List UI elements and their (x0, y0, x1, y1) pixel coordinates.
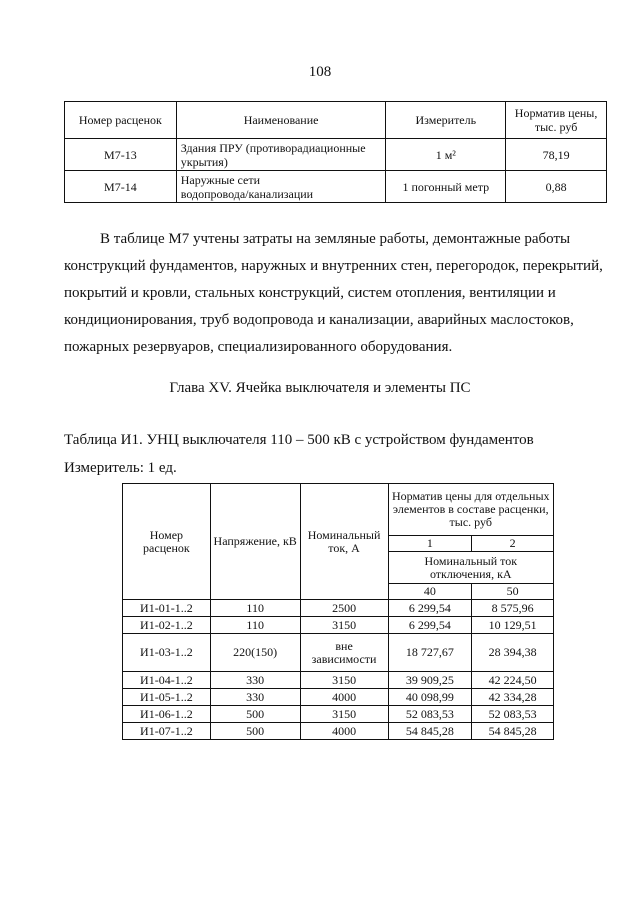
header-col-1: 1 (388, 536, 472, 552)
row-price-40: 54 845,28 (388, 723, 472, 740)
table-row (65, 139, 607, 171)
row-voltage: 330 (210, 672, 300, 689)
row-price: 0,88 (506, 171, 607, 203)
row-name: Наружные сети водопровода/канализации (176, 171, 386, 203)
row-current: вне зависимости (300, 634, 388, 672)
paragraph-line: В таблице М7 учтены затраты на земляные работы, демонтажные работы (100, 231, 571, 247)
row-code: И1-05-1..2 (123, 689, 211, 706)
row-price-50: 42 334,28 (472, 689, 554, 706)
row-name: Здания ПРУ (противорадиационные укрытия) (176, 139, 386, 171)
header-code: Номер расценок (123, 484, 211, 600)
row-code: И1-07-1..2 (123, 723, 211, 740)
row-price-40: 39 909,25 (388, 672, 472, 689)
row-code: И1-01-1..2 (123, 600, 211, 617)
row-current: 2500 (300, 600, 388, 617)
header-ka-50: 50 (472, 584, 554, 600)
row-unit: 1 погонный метр (386, 171, 506, 203)
row-price-40: 40 098,99 (388, 689, 472, 706)
header-voltage: Напряжение, кВ (210, 484, 300, 600)
row-code: И1-06-1..2 (123, 706, 211, 723)
header-unit: Измеритель (386, 102, 506, 139)
row-code: И1-04-1..2 (123, 672, 211, 689)
table-i1 (122, 483, 554, 740)
paragraph-line: пожарных резервуаров, специализированного оборудования. (64, 339, 453, 355)
header-price: Норматив цены, тыс. руб (506, 102, 607, 139)
measure-caption: Измеритель: 1 ед. (64, 460, 177, 476)
row-code: М7-13 (65, 139, 177, 171)
table-row (123, 689, 554, 706)
row-price-40: 18 727,67 (388, 634, 472, 672)
paragraph-line: кондиционирования, труб водопровода и канализации, аварийных маслостоков, (64, 312, 574, 328)
header-code: Номер расценок (65, 102, 177, 139)
row-code: И1-03-1..2 (123, 634, 211, 672)
row-current: 3150 (300, 617, 388, 634)
table-row (123, 723, 554, 740)
table-i1-caption: Таблица И1. УНЦ выключателя 110 – 500 кВ с устройством фундаментов (64, 432, 534, 448)
row-voltage: 110 (210, 617, 300, 634)
table-header-row (123, 484, 554, 536)
row-current: 3150 (300, 706, 388, 723)
row-current: 3150 (300, 672, 388, 689)
row-code: М7-14 (65, 171, 177, 203)
table-row (65, 171, 607, 203)
paragraph-m7-notes (64, 226, 609, 361)
header-col-2: 2 (472, 536, 554, 552)
row-price-50: 8 575,96 (472, 600, 554, 617)
table-row (123, 672, 554, 689)
row-voltage: 500 (210, 706, 300, 723)
table-m7 (64, 101, 607, 203)
chapter-heading: Глава XV. Ячейка выключателя и элементы ПС (169, 380, 471, 396)
row-price-40: 52 083,53 (388, 706, 472, 723)
row-voltage: 330 (210, 689, 300, 706)
table-header-row (65, 102, 607, 139)
header-norm: Норматив цены для отдельных элементов в составе расценки, тыс. руб (388, 484, 553, 536)
row-unit: 1 м² (386, 139, 506, 171)
row-price-50: 52 083,53 (472, 706, 554, 723)
row-price-50: 54 845,28 (472, 723, 554, 740)
row-current: 4000 (300, 689, 388, 706)
header-name: Наименование (176, 102, 386, 139)
paragraph-line: покрытий и кровли, стальных конструкций, систем отопления, вентиляции и (64, 285, 556, 301)
row-price: 78,19 (506, 139, 607, 171)
paragraph-line: конструкций фундаментов, наружных и внутренних стен, перегородок, перекрытий, (64, 258, 603, 274)
row-price-40: 6 299,54 (388, 617, 472, 634)
row-code: И1-02-1..2 (123, 617, 211, 634)
row-voltage: 500 (210, 723, 300, 740)
row-price-50: 28 394,38 (472, 634, 554, 672)
page-number: 108 (308, 64, 332, 80)
header-ka-40: 40 (388, 584, 472, 600)
row-price-50: 10 129,51 (472, 617, 554, 634)
row-voltage: 220(150) (210, 634, 300, 672)
row-price-40: 6 299,54 (388, 600, 472, 617)
row-current: 4000 (300, 723, 388, 740)
table-row (123, 600, 554, 617)
table-row (123, 634, 554, 672)
table-row (123, 617, 554, 634)
header-nominal-current: Номинальный ток, А (300, 484, 388, 600)
row-price-50: 42 224,50 (472, 672, 554, 689)
row-voltage: 110 (210, 600, 300, 617)
header-breaking-current: Номинальный ток отключения, кА (388, 552, 553, 584)
table-row (123, 706, 554, 723)
